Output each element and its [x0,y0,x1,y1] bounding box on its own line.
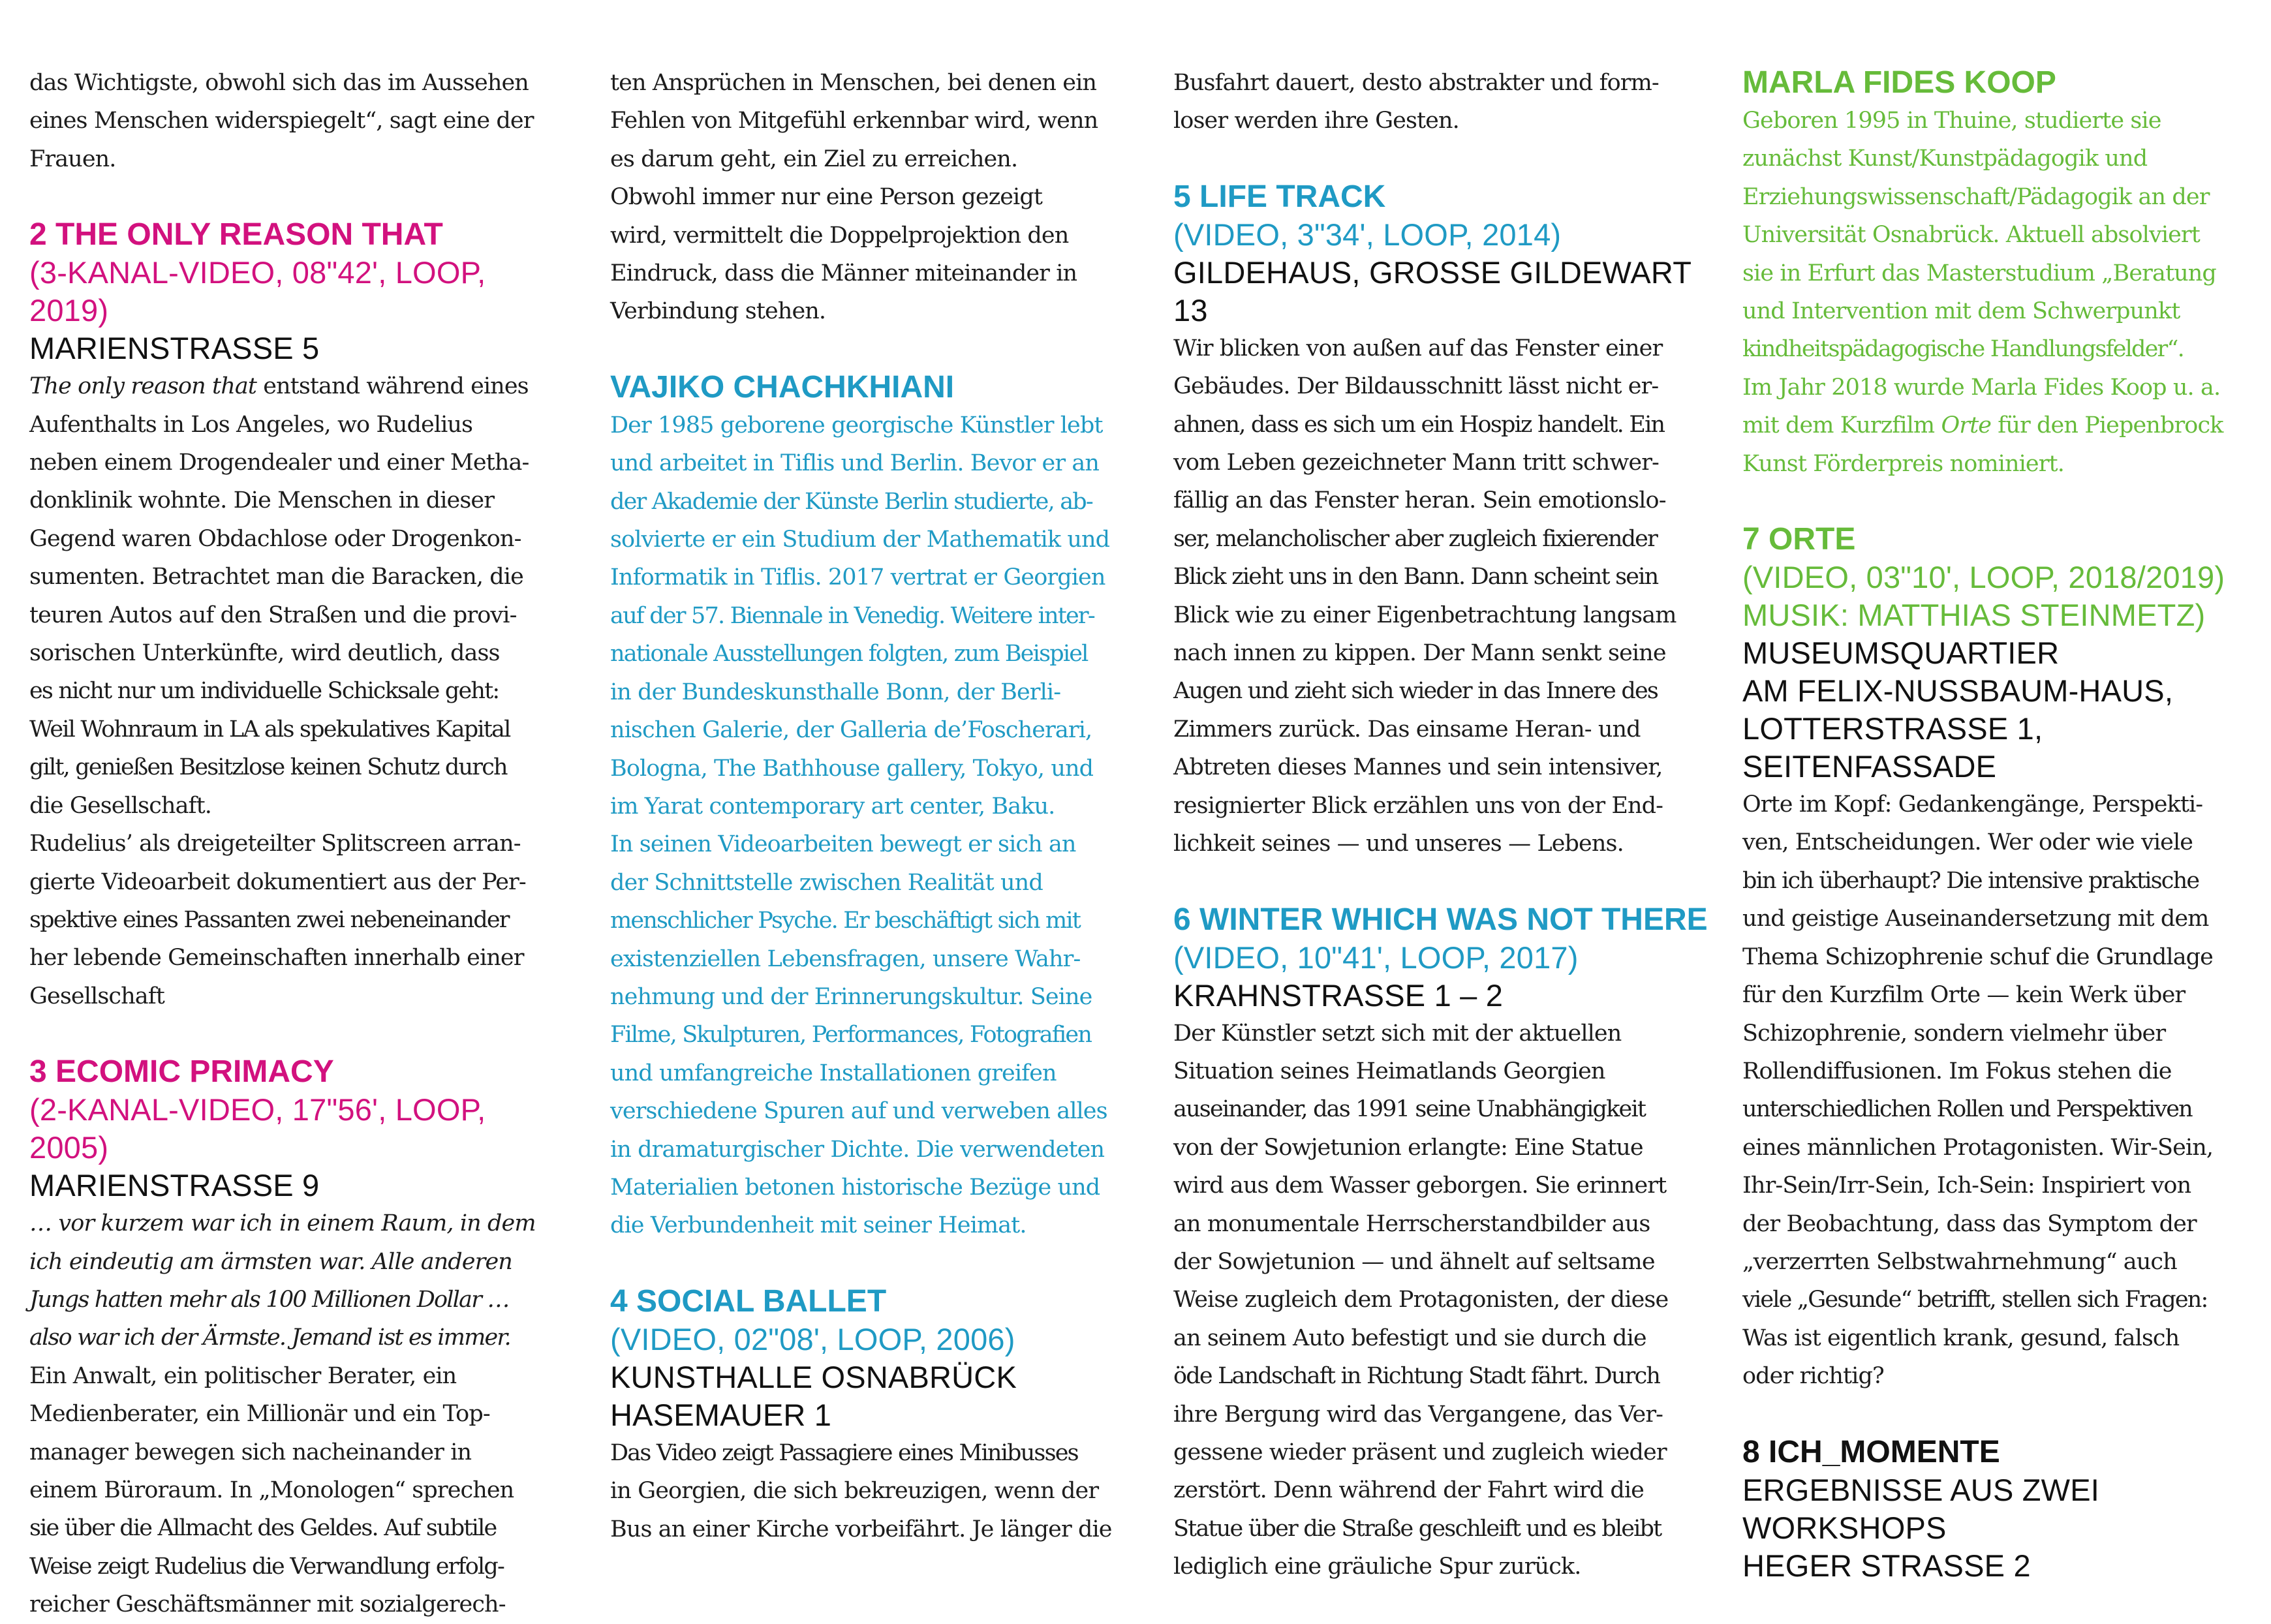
bio-line: Informatik in Tiflis. 2017 vertrat er Georgien [610,564,1105,591]
text-line: Rollendiffusionen. Im Fokus stehen die [1742,1058,2172,1084]
text-line: gessene wieder präsent und zugleich wieder [1173,1439,1667,1465]
work-title: 2 THE ONLY REASON THAT [29,217,443,253]
text-line: Augen und zieht sich wieder in das Innere des [1173,678,1658,705]
quote-line: Jungs hatten mehr als 100 Millionen Dollar … [29,1286,509,1313]
bio-line: sie in Erfurt das Masterstudium „Beratung [1742,260,2216,286]
bio-line: Bologna, The Bathhouse gallery, Tokyo, und [610,755,1094,782]
text-line: her lebende Gemeinschaften innerhalb einer [29,945,524,972]
work-subtitle: WORKSHOPS [1742,1510,1947,1545]
column-2 [610,64,1152,1548]
text-line: Frauen. [29,146,116,172]
bio-line: im Yarat contemporary art center, Baku. [610,793,1055,820]
text-line: Verbindung stehen. [610,298,826,325]
text-line: der Sowjetunion — und ähnelt auf seltsame [1173,1248,1655,1275]
text-line: sie über die Allmacht des Geldes. Auf subtile [29,1515,497,1542]
bio-line: zunächst Kunst/Kunstpädagogik und [1742,146,2148,172]
work-info: (VIDEO, 03"10', LOOP, 2018/2019) [1742,560,2225,595]
text-line: zerstört. Denn während der Fahrt wird die [1173,1477,1644,1504]
bio-line: der Akademie der Künste Berlin studierte, ab- [610,488,1092,515]
bio-line: Geboren 1995 in Thuine, studierte sie [1742,108,2161,134]
text-line: neben einem Drogendealer und einer Metha- [29,450,529,476]
bio-line: menschlicher Psyche. Er beschäftigt sich mit [610,908,1081,934]
text-line: Eindruck, dass die Männer miteinander in [610,260,1077,287]
text-line: ihre Bergung wird das Vergangene, das Ver- [1173,1401,1663,1428]
work-address: LOTTERSTRASSE 1, SEITENFASSADE [1742,711,2043,784]
work-title: 7 ORTE [1742,522,1856,557]
text-line: Gegend waren Obdachlose oder Drogenkon- [29,525,521,552]
text-line: Weise zeigt Rudelius die Verwandlung erfolg- [29,1553,504,1580]
column-3 [1173,64,1715,1586]
work-info: (VIDEO, 10"41', LOOP, 2017) [1173,940,1579,975]
artist-name: MARLA FIDES KOOP [1742,65,2056,100]
quote-line: … vor kurzem war ich in einem Raum, in dem [29,1210,536,1237]
text-line: Der Künstler setzt sich mit der aktuellen [1173,1020,1622,1047]
artist-bio-koop [1742,64,2258,483]
bio-line: Universität Osnabrück. Aktuell absolviert [1742,222,2200,249]
text-line: lediglich eine gräuliche Spur zurück. [1173,1554,1581,1580]
work-title: 5 LIFE TRACK [1173,179,1386,214]
text-line: Bus an einer Kirche vorbeifährt. Je länger die [610,1516,1112,1542]
work-title-italic: Orte [1941,412,1992,439]
text-line: Abtreten dieses Mannes und sein intensiver, [1173,754,1663,781]
text-line: manager bewegen sich nacheinander in [29,1439,472,1465]
work-address: HEGER STRASSE 2 [1742,1548,2031,1583]
work-address: MUSEUMSQUARTIER [1742,636,2060,671]
col2-intro [610,64,1152,331]
text-line: eines männlichen Protagonisten. Wir-Sein, [1742,1134,2214,1161]
text-line: wird aus dem Wasser geborgen. Sie erinnert [1173,1172,1667,1199]
work-4 [610,1283,1152,1548]
work-address: KRAHNSTRASSE 1 – 2 [1173,977,1504,1013]
bio-line: Filme, Skulpturen, Performances, Fotografien [610,1022,1092,1049]
text-fragment: mit dem Kurzfilm [1742,412,1941,439]
work-address: MARIENSTRASSE 9 [29,1168,320,1203]
text-line: Thema Schizophrenie schuf die Grundlage [1742,943,2213,970]
text-line: Obwohl immer nur eine Person gezeigt [610,184,1043,211]
text-line: wird, vermittelt die Doppelprojektion den [610,222,1069,249]
text-line: Fehlen von Mitgefühl erkennbar wird, wenn [610,108,1098,134]
work-info: (VIDEO, 02"08', LOOP, 2006) [610,1321,1015,1356]
text-line: Ein Anwalt, ein politischer Berater, ein [29,1362,457,1389]
artist-bio-chachkhiani [610,369,1152,1245]
bio-line: Kunst Förderpreis nominiert. [1742,450,2064,477]
text-line: Schizophrenie, sondern vielmehr über [1742,1020,2166,1047]
text-line: teuren Autos auf den Straßen und die provi- [29,602,517,628]
text-line: sumenten. Betrachtet man die Baracken, die [29,564,523,590]
work-5 [1173,178,1715,863]
col3-intro [1173,64,1715,140]
bio-line [1742,406,2258,444]
text-line: Aufenthalts in Los Angeles, wo Rudelius [29,411,473,438]
text-line: ven, Entscheidungen. Wer oder wie viele [1742,829,2193,856]
work-2 [29,216,558,1015]
text-line: sorischen Unterkünfte, wird deutlich, dass [29,640,500,667]
text-line: Was ist eigentlich krank, gesund, falsch [1742,1325,2180,1351]
work-title-italic: The only reason that [29,373,256,400]
text-line: die Gesellschaft. [29,792,211,819]
work-title: 4 SOCIAL BALLET [610,1283,887,1319]
text-line: gierte Videoarbeit dokumentiert aus der Per- [29,868,526,895]
work-3 [29,1053,558,1623]
text-line: Weise zugleich dem Protagonisten, der diese [1173,1287,1669,1313]
text-fragment: entstand während eines [256,373,529,400]
bio-line: Der 1985 geborene georgische Künstler lebt [610,412,1103,438]
text-line: Ihr-Sein/Irr-Sein, Ich-Sein: Inspiriert von [1742,1172,2191,1199]
text-line: Busfahrt dauert, desto abstrakter und form- [1173,70,1659,96]
text-line: Wir blicken von außen auf das Fenster einer [1173,335,1663,361]
work-address: HASEMAUER 1 [610,1397,832,1432]
bio-line: und Intervention mit dem Schwerpunkt [1742,298,2180,325]
text-line: eines Menschen widerspiegelt“, sagt eine der [29,108,534,134]
bio-line: in der Bundeskunsthalle Bonn, der Berli- [610,679,1061,705]
text-line: öde Landschaft in Richtung Stadt fährt. Durch [1173,1363,1660,1390]
work-title: 3 ECOMIC PRIMACY [29,1054,334,1090]
text-line: für den Kurzfilm Orte — kein Werk über [1742,982,2186,1009]
quote-line: also war ich der Ärmste. Jemand ist es immer. [29,1325,510,1351]
text-line: Weil Wohnraum in LA als spekulatives Kapital [29,716,510,743]
text-line: Zimmers zurück. Das einsame Heran- und [1173,716,1641,743]
text-line: donklinik wohnte. Die Menschen in dieser [29,487,495,514]
text-line: Rudelius’ als dreigeteilter Splitscreen arran- [29,831,521,857]
text-line: nach innen zu kippen. Der Mann senkt seine [1173,640,1666,667]
work-info: (VIDEO, 3"34', LOOP, 2014) [1173,217,1562,252]
text-line: Blick zieht uns in den Bann. Dann scheint sein [1173,564,1658,590]
text-line: und geistige Auseinandersetzung mit dem [1742,906,2209,932]
work-info: (3-KANAL-VIDEO, 08"42', LOOP, 2019) [29,255,486,328]
bio-line: Materialien betonen historische Bezüge und [610,1174,1100,1201]
text-line: fällig an das Fenster heran. Sein emotionslo- [1173,487,1666,514]
bio-line: und umfangreiche Installationen greifen [610,1060,1057,1086]
work-6 [1173,901,1715,1586]
text-line: Das Video zeigt Passagiere eines Minibusses [610,1439,1078,1466]
text-line: es darum geht, ein Ziel zu erreichen. [610,146,1018,172]
work-7 [1742,521,2258,1396]
bio-line: kindheitspädagogische Handlungsfelder“. [1742,336,2184,363]
bio-line: In seinen Videoarbeiten bewegt er sich an [610,831,1076,858]
text-line: Situation seines Heimatlands Georgien [1173,1058,1605,1084]
column-4 [1742,64,2258,1585]
work-8 [1742,1433,2258,1585]
bio-line: nehmung und der Erinnerungskultur. Seine [610,983,1092,1010]
col1-intro [29,64,558,178]
column-1 [29,64,558,1624]
bio-line: nationale Ausstellungen folgten, zum Beispiel [610,641,1088,667]
artist-name: VAJIKO CHACHKHIANI [610,369,955,405]
text-line: resignierter Blick erzählen uns von der End- [1173,792,1663,819]
text-line: „verzerrten Selbstwahrnehmung“ auch [1742,1248,2177,1275]
bio-line: und arbeitet in Tiflis und Berlin. Bevor er an [610,450,1099,477]
bio-line: auf der 57. Biennale in Venedig. Weitere inter- [610,602,1094,629]
text-line: an seinem Auto befestigt und sie durch die [1173,1325,1646,1351]
work-info: (2-KANAL-VIDEO, 17"56', LOOP, 2005) [29,1092,486,1165]
text-fragment: für den Piepenbrock [1991,412,2223,439]
text-line: bin ich überhaupt? Die intensive praktische [1742,867,2199,894]
work-address: AM FELIX-NUSSBAUM-HAUS, [1742,673,2174,709]
text-line: unterschiedlichen Rollen und Perspektiven [1742,1096,2192,1123]
text-line: der Beobachtung, dass das Symptom der [1742,1210,2197,1237]
work-address: MARIENSTRASSE 5 [29,331,320,366]
text-line: ser, melancholischer aber zugleich fixierender [1173,525,1658,552]
text-line: Statue über die Straße geschleift und es bleibt [1173,1515,1661,1542]
work-title: 6 WINTER WHICH WAS NOT THERE [1173,902,1708,937]
bio-line: der Schnittstelle zwischen Realität und [610,869,1043,896]
text-line: das Wichtigste, obwohl sich das im Aussehen [29,70,529,96]
text-line: Gesellschaft [29,983,164,1009]
text-line: spektive eines Passanten zwei nebeneinander [29,906,509,933]
text-line: reicher Geschäftsmänner mit sozialgerech- [29,1591,506,1618]
bio-line: Erziehungswissenschaft/Pädagogik an der [1742,183,2210,210]
work-info: MUSIK: MATTHIAS STEINMETZ) [1742,598,2206,633]
text-line [29,367,558,405]
bio-line: Im Jahr 2018 wurde Marla Fides Koop u. a. [1742,374,2221,401]
text-line: Orte im Kopf: Gedankengänge, Perspekti- [1742,791,2203,818]
bio-line: die Verbundenheit mit seiner Heimat. [610,1212,1027,1239]
text-line: es nicht nur um individuelle Schicksale geht: [29,678,499,705]
text-line: lichkeit seines — und unseres — Lebens. [1173,831,1624,857]
bio-line: verschiedene Spuren auf und verweben alles [610,1098,1107,1125]
bio-line: in dramaturgischer Dichte. Die verwendeten [610,1136,1105,1163]
bio-line: solvierte er ein Studium der Mathematik und [610,527,1110,553]
text-line: loser werden ihre Gesten. [1173,108,1459,134]
text-line: von der Sowjetunion erlangte: Eine Statue [1173,1134,1643,1161]
text-line: ahnen, dass es sich um ein Hospiz handelt. Ein [1173,411,1665,438]
text-line: gilt, genießen Besitzlose keinen Schutz durch [29,754,507,781]
text-line: Blick wie zu einer Eigenbetrachtung langsam [1173,602,1676,628]
text-line: oder richtig? [1742,1363,1884,1390]
quote-line: ich eindeutig am ärmsten war. Alle anderen [29,1248,512,1275]
text-line: viele „Gesunde“ betrifft, stellen sich Fragen: [1742,1287,2208,1313]
bio-line: existenziellen Lebensfragen, unsere Wahr- [610,945,1081,972]
text-line: ten Ansprüchen in Menschen, bei denen ein [610,70,1097,96]
text-line: einem Büroraum. In „Monologen“ sprechen [29,1477,514,1503]
work-address: GILDEHAUS, GROSSE GILDEWART 13 [1173,254,1692,328]
text-line: Medienberater, ein Millionär und ein Top- [29,1401,490,1428]
work-title: 8 ICH_MOMENTE [1742,1434,2000,1469]
text-line: an monumentale Herrscherstandbilder aus [1173,1210,1650,1237]
text-line: vom Leben gezeichneter Mann tritt schwer- [1173,450,1659,476]
bio-line: nischen Galerie, der Galleria de’Foscherari, [610,717,1092,744]
text-line: auseinander, das 1991 seine Unabhängigkeit [1173,1096,1646,1123]
text-line: Gebäudes. Der Bildausschnitt lässt nicht er- [1173,373,1659,400]
work-address: KUNSTHALLE OSNABRÜCK [610,1359,1017,1394]
text-line: in Georgien, die sich bekreuzigen, wenn der [610,1478,1099,1505]
work-subtitle: ERGEBNISSE AUS ZWEI [1742,1472,2100,1507]
